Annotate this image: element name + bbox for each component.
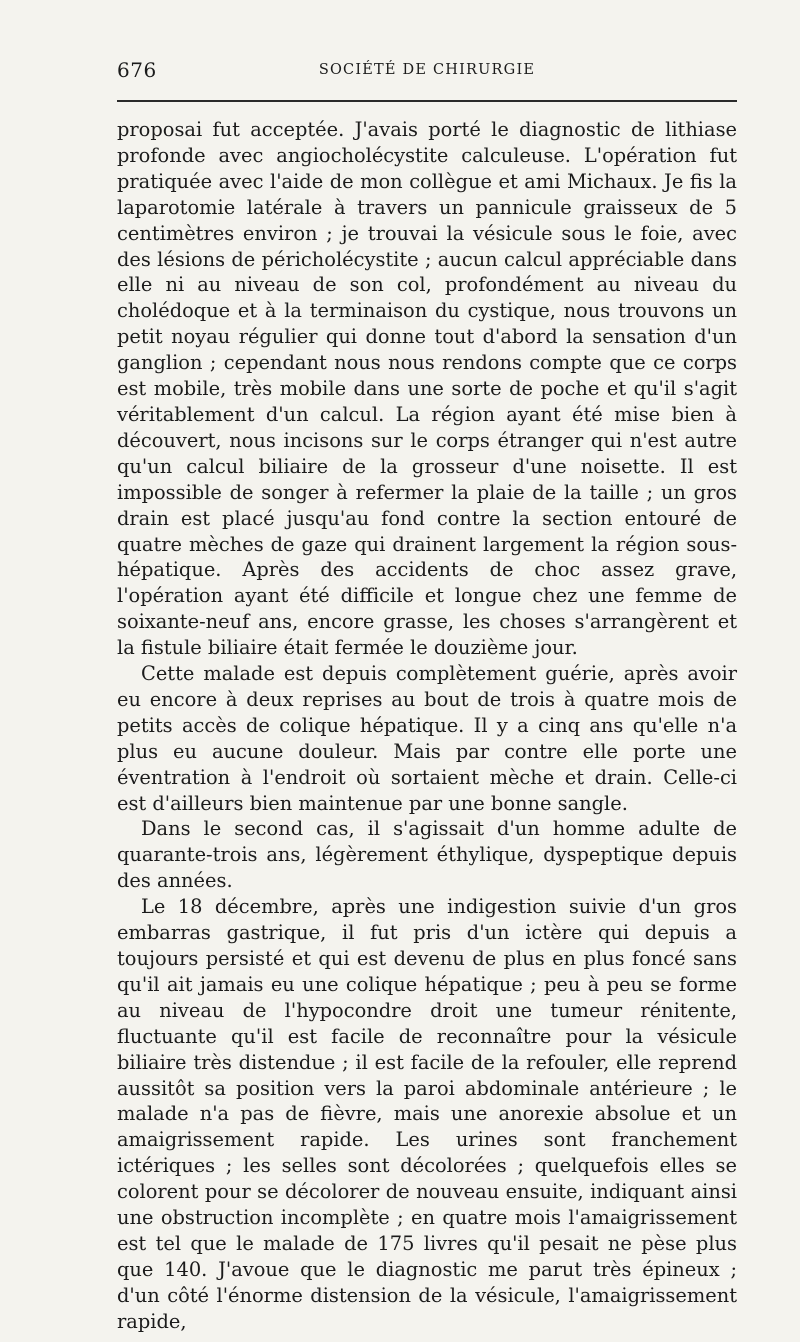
header-rule bbox=[117, 100, 737, 102]
page-number: 676 bbox=[117, 58, 157, 82]
paragraph-1: proposai fut acceptée. J'avais porté le diagnostic de lithiase profonde avec angiocholécystite calculeuse. L'opération fut pratiquée avec l'aide de mon collègue et ami Michaux. Je fis la laparotomie latérale à travers un pannicule graisseux de 5 centimètres environ ; je trouvai la vésicule sous le foie, avec des lésions de péricholécystite ; aucun calcul appréciable dans elle ni au niveau de son col, profondément au niveau du cholédoque et à la terminaison du cystique, nous trouvons un petit noyau régulier qui donne tout d'abord la sensation d'un ganglion ; cependant nous nous rendons compte que ce corps est mobile, très mobile dans une sorte de poche et qu'il s'agit véritablement d'un calcul. La région ayant été mise bien à découvert, nous incisons sur le corps étranger qui n'est autre qu'un calcul biliaire de la grosseur d'une noisette. Il est impossible de songer à refermer la plaie de la taille ; un gros drain est placé jusqu'au fond contre la section entouré de quatre mèches de gaze qui drainent largement la région sous-hépatique. Après des accidents de choc assez grave, l'opération ayant été difficile et longue chez une femme de soixante-neuf ans, encore grasse, les choses s'arrangèrent et la fistule biliaire était fermée le douzième jour. bbox=[117, 118, 737, 660]
body-text bbox=[117, 117, 737, 1335]
paragraph-4: Le 18 décembre, après une indigestion suivie d'un gros embarras gastrique, il fut pris d'un ictère qui depuis a toujours persisté et qui est devenu de plus en plus foncé sans qu'il ait jamais eu une colique hépatique ; peu à peu se forme au niveau de l'hypocondre droit une tumeur rénitente, fluctuante qu'il est facile de reconnaître pour la vésicule biliaire très distendue ; il est facile de la refouler, elle reprend aussitôt sa position vers la paroi abdominale antérieure ; le malade n'a pas de fièvre, mais une anorexie absolue et un amaigrissement rapide. Les urines sont franchement ictériques ; les selles sont décolorées ; quelquefois elles se colorent pour se décolorer de nouveau ensuite, indiquant ainsi une obstruction incomplète ; en quatre mois l'amaigrissement est tel que le malade de 175 livres qu'il pesait ne pèse plus que 140. J'avoue que le diagnostic me parut très épineux ; d'un côté l'énorme distension de la vésicule, l'amaigrissement rapide, bbox=[117, 895, 737, 1333]
page-header bbox=[117, 58, 737, 92]
running-title: SOCIÉTÉ DE CHIRURGIE bbox=[318, 62, 536, 78]
paragraph-2: Cette malade est depuis complètement guérie, après avoir eu encore à deux reprises au bout de trois à quatre mois de petits accès de colique hépatique. Il y a cinq ans qu'elle n'a plus eu aucune douleur. Mais par contre elle porte une éventration à l'endroit où sortaient mèche et drain. Celle-ci est d'ailleurs bien maintenue par une bonne sangle. bbox=[117, 662, 737, 815]
paragraph-3: Dans le second cas, il s'agissait d'un homme adulte de quarante-trois ans, légèrement éthylique, dyspeptique depuis des années. bbox=[117, 817, 737, 893]
